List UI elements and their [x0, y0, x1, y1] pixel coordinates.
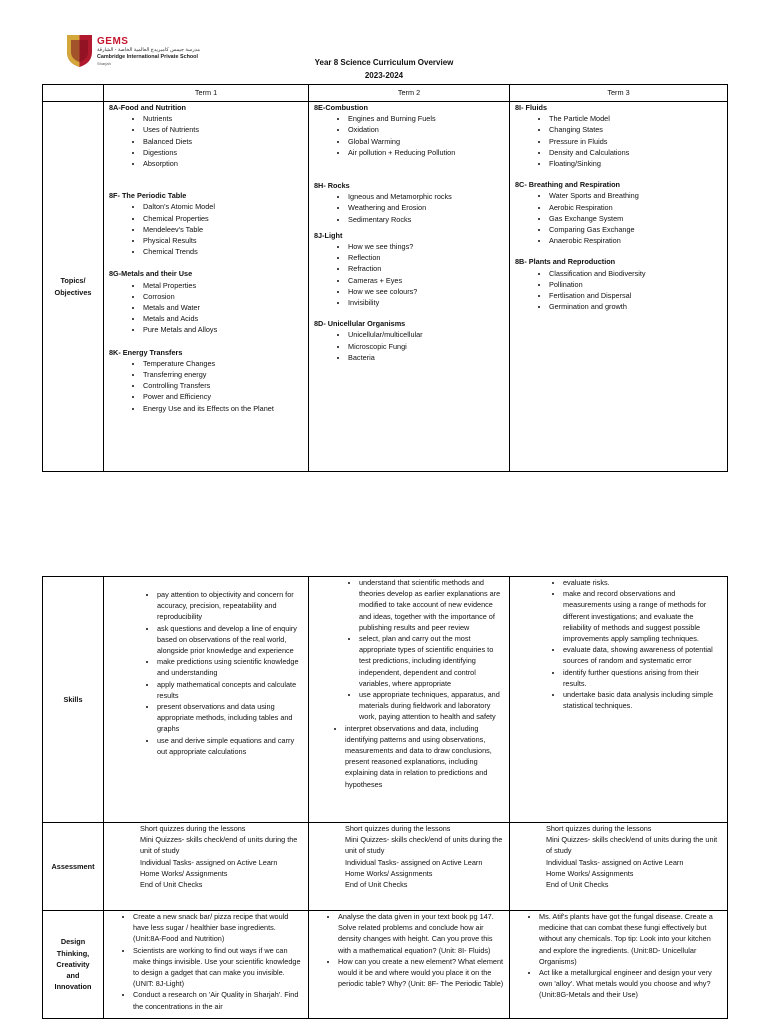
list-item: • Controlling Transfers — [143, 380, 303, 391]
list-item: • Act like a metallurgical engineer and design your very own 'alloy'. What metals would you choose and why? (Unit:8G-Metals and their Use) — [539, 967, 722, 1001]
list-item: • Water Sports and Breathing — [549, 190, 722, 201]
list-item: • Pollination — [549, 279, 722, 290]
list-item: • Absorption — [143, 158, 303, 169]
list-item: • Uses of Nutrients — [143, 124, 303, 135]
list-item: • Reflection — [348, 252, 504, 263]
list-item: • Floating/Sinking — [549, 158, 722, 169]
list-item: • Chemical Properties — [143, 213, 303, 224]
list-item: • Metals and Acids — [143, 313, 303, 324]
list-item: • Comparing Gas Exchange — [549, 224, 722, 235]
list-item: • Weathering and Erosion — [348, 202, 504, 213]
list-item: • Energy Use and its Effects on the Planet — [143, 403, 303, 414]
list-item: • Pressure in Fluids — [549, 136, 722, 147]
unit-heading: 8B- Plants and Reproduction — [515, 257, 616, 267]
list-item: • select, plan and carry out the most appropriate types of scientific enquiries to test predictions, including identifying independent, dependent and control variables, where appropriate — [359, 633, 504, 689]
topics-table — [42, 84, 728, 472]
list-item: • understand that scientific methods and theories develop as earlier explanations are modified to take account of new evidence and ideas, together with the importance of publishing results and peer review — [359, 577, 504, 633]
unit-heading: 8F- The Periodic Table — [109, 191, 187, 201]
list-item: • use and derive simple equations and carry out appropriate calculations — [157, 735, 303, 757]
term1-skills — [104, 577, 309, 823]
unit-heading: 8G-Metals and their Use — [109, 269, 193, 279]
list-item: • How we see things? — [348, 241, 504, 252]
row-label-assessment: Assessment — [43, 823, 104, 911]
list-item: • Pure Metals and Alloys — [143, 324, 303, 335]
list-item: • Power and Efficiency — [143, 391, 303, 402]
skills-table — [42, 576, 728, 1019]
list-item: • Metal Properties — [143, 280, 303, 291]
unit-heading: 8A-Food and Nutrition — [109, 103, 187, 112]
list-item: • Ms. Atif's plants have got the fungal disease. Create a medicine that can combat these fungi effectively but without any chemicals. Top tip: Look into your kitchen and explore the ingredients. (Unit:8D- Unicellular Organisms) — [539, 911, 722, 967]
term3-topics — [510, 102, 728, 472]
list-item: • evaluate risks. — [563, 577, 722, 588]
document-title: Year 8 Science Curriculum Overview — [314, 58, 454, 67]
list-item: • identify further questions arising from their results. — [563, 667, 722, 689]
list-item: • Nutrients — [143, 113, 303, 124]
list-item: • Create a new snack bar/ pizza recipe that would have less sugar / healthier base ingredients. (Unit:8A-Food and Nutrition) — [133, 911, 303, 945]
list-item: • Chemical Trends — [143, 246, 303, 257]
list-item: • Physical Results — [143, 235, 303, 246]
document-year: 2023-2024 — [364, 71, 404, 80]
list-item: • Oxidation — [348, 124, 504, 135]
list-item: • Temperature Changes — [143, 358, 303, 369]
list-item: • pay attention to objectivity and concern for accuracy, precision, repeatability and reproducibility — [157, 589, 303, 623]
term2-assessment: Short quizzes during the lessons Mini Quizzes- skills check/end of units during the unit of study Individual Tasks- assigned on Active Learn Home Works/ Assignments End of Unit Checks — [309, 823, 510, 911]
list-item: • Invisibility — [348, 297, 504, 308]
list-item: • Global Warming — [348, 136, 504, 147]
list-item: • Anaerobic Respiration — [549, 235, 722, 246]
school-name: Cambridge International Private School — [97, 54, 198, 60]
list-item: • Aerobic Respiration — [549, 202, 722, 213]
list-item: • Microscopic Fungi — [348, 341, 504, 352]
term3-skills — [510, 577, 728, 823]
list-item: • Igneous and Metamorphic rocks — [348, 191, 504, 202]
list-item: • Corrosion — [143, 291, 303, 302]
unit-heading: 8D- Unicellular Organisms — [314, 319, 406, 329]
list-item: • Mendeleev's Table — [143, 224, 303, 235]
list-item: • Unicellular/multicellular — [348, 329, 504, 340]
list-item: • Digestions — [143, 147, 303, 158]
list-item: • Refraction — [348, 263, 504, 274]
column-term-3: Term 3 — [510, 85, 728, 102]
list-item: • present observations and data using appropriate methods, including tables and graphs — [157, 701, 303, 735]
school-arabic-name: مدرسة جيمس كامبريدج العالمية الخاصة - الشارقة — [97, 47, 200, 53]
list-item: • make predictions using scientific knowledge and understanding — [157, 656, 303, 678]
list-item: • Density and Calculations — [549, 147, 722, 158]
list-item: • evaluate data, showing awareness of potential sources of random and systematic error — [563, 644, 722, 666]
list-item: • use appropriate techniques, apparatus, and materials during fieldwork and laboratory work, paying attention to health and safety — [359, 689, 504, 723]
row-label-skills: Skills — [43, 577, 104, 823]
header-corner — [43, 85, 104, 102]
school-brand: GEMS — [97, 36, 129, 47]
list-item: • Classification and Biodiversity — [549, 268, 722, 279]
list-item: • How we see colours? — [348, 286, 504, 297]
unit-heading: 8E-Combustion — [314, 103, 368, 112]
column-term-2: Term 2 — [309, 85, 510, 102]
term1-topics — [104, 102, 309, 472]
row-label-topics: Topics/ Objectives — [43, 102, 104, 472]
list-item: • Fertlisation and Dispersal — [549, 290, 722, 301]
list-item: • Metals and Water — [143, 302, 303, 313]
term2-design — [309, 911, 510, 1019]
term2-skills — [309, 577, 510, 823]
school-city: Sharjah — [97, 61, 111, 66]
unit-heading: 8H- Rocks — [314, 181, 350, 191]
list-item: • Conduct a research on 'Air Quality in Sharjah'. Find the concentrations in the air — [133, 989, 303, 1011]
unit-heading: 8I- Fluids — [515, 103, 548, 112]
list-item: • Changing States — [549, 124, 722, 135]
list-item: • Cameras + Eyes — [348, 275, 504, 286]
list-item: • Engines and Burning Fuels — [348, 113, 504, 124]
list-item: • Analyse the data given in your text book pg 147. Solve related problems and conclude how air density changes with height. Can you prove this with a mathematical equation? (Unit: 8I- Fluids) — [338, 911, 504, 956]
list-item: • Germination and growth — [549, 301, 722, 312]
unit-heading: 8C- Breathing and Respiration — [515, 180, 621, 190]
list-item: • Air pollution + Reducing Pollution — [348, 147, 504, 158]
row-label-design: Design Thinking, Creativity and Innovation — [43, 911, 104, 1019]
list-item: • Transferring energy — [143, 369, 303, 380]
list-item: • interpret observations and data, including identifying patterns and using observations, measurements and data to draw conclusions, present reasoned explanations, including explaining data in relation to predictions and hypotheses — [345, 723, 504, 790]
list-item: • Sedimentary Rocks — [348, 214, 504, 225]
term1-design — [104, 911, 309, 1019]
list-item: • Gas Exchange System — [549, 213, 722, 224]
term2-topics — [309, 102, 510, 472]
term1-assessment: Short quizzes during the lessons Mini Quizzes- skills check/end of units during the unit of study Individual Tasks- assigned on Active Learn Home Works/ Assignments End of Unit Checks — [104, 823, 309, 911]
list-item: • How can you create a new element? What element would it be and where would you place it on the periodic table? Why? (Unit: 8F- The Periodic Table) — [338, 956, 504, 990]
list-item: • Dalton's Atomic Model — [143, 201, 303, 212]
list-item: • Scientists are working to find out ways if we can make things invisible. Use your scientific knowledge to design a gadget that can make you invisible. (UNIT: 8J-Light) — [133, 945, 303, 990]
unit-heading: 8K- Energy Transfers — [109, 347, 183, 357]
term3-assessment: Short quizzes during the lessons Mini Quizzes- skills check/end of units during the unit of study Individual Tasks- assigned on Active Learn Home Works/ Assignments End of Unit Checks — [510, 823, 728, 911]
list-item: • undertake basic data analysis including simple statistical techniques. — [563, 689, 722, 711]
term3-design — [510, 911, 728, 1019]
list-item: • make and record observations and measurements using a range of methods for different investigations; and evaluate the reliability of methods and suggest possible improvements apply sampling techniques. — [563, 588, 722, 644]
unit-heading: 8J-Light — [314, 230, 343, 240]
column-term-1: Term 1 — [104, 85, 309, 102]
list-item: • apply mathematical concepts and calculate results — [157, 679, 303, 701]
list-item: • ask questions and develop a line of enquiry based on observations of the real world, alongside prior knowledge and experience — [157, 623, 303, 657]
list-item: • The Particle Model — [549, 113, 722, 124]
list-item: • Bacteria — [348, 352, 504, 363]
list-item: • Balanced Diets — [143, 136, 303, 147]
